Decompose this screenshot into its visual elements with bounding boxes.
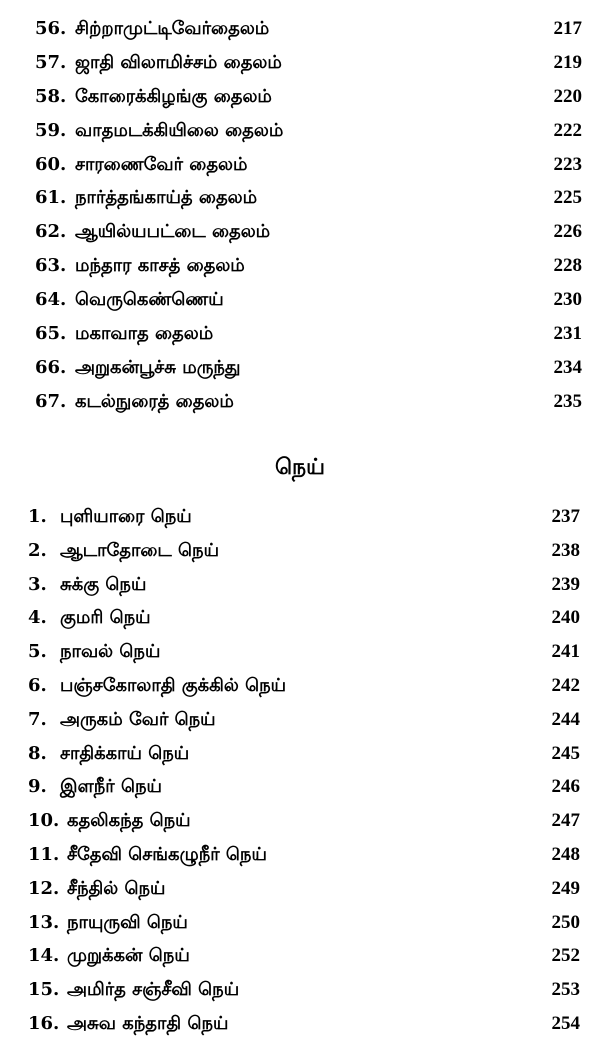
- entry-title: குமரி நெய்: [60, 607, 151, 629]
- contents-entry: [0, 46, 600, 80]
- entry-number: 8.: [28, 742, 47, 764]
- entry-title: முறுக்கன் நெய்: [67, 945, 190, 967]
- contents-entry: [0, 249, 600, 283]
- entry-page-number: 226: [553, 221, 582, 243]
- entry-title: கடல்நுரைத் தைலம்: [75, 390, 234, 412]
- entry-number: 12.: [28, 877, 60, 899]
- entry-title: சிற்றாமுட்டிவேர்தைலம்: [75, 18, 270, 39]
- entry-page-number: 228: [553, 255, 582, 277]
- entry-title: பஞ்சகோலாதி குக்கில் நெய்: [60, 674, 287, 696]
- entry-title: அமிர்த சஞ்சீவி நெய்: [67, 979, 240, 1001]
- contents-entry: [0, 12, 600, 46]
- entry-page-number: 219: [553, 51, 582, 73]
- entry-number: 16.: [28, 1012, 60, 1034]
- entry-title: நாவல் நெய்: [60, 641, 161, 663]
- contents-entry: [0, 283, 600, 317]
- contents-entry: [0, 737, 600, 771]
- entry-title: ஜாதி விலாமிச்சம் தைலம்: [75, 51, 282, 73]
- entry-number: 64.: [35, 289, 67, 311]
- entry-page-number: 239: [551, 573, 580, 595]
- entry-number: 15.: [28, 979, 60, 1001]
- entry-page-number: 217: [553, 18, 582, 39]
- entry-page-number: 248: [551, 843, 580, 865]
- entry-number: 56.: [35, 18, 67, 39]
- entry-title: நாயுருவி நெய்: [67, 911, 188, 933]
- entry-title: அசுவ கந்தாதி நெய்: [67, 1012, 229, 1034]
- entry-number: 1.: [28, 506, 47, 527]
- entry-number: 7.: [28, 708, 47, 730]
- entry-page-number: 238: [551, 539, 580, 561]
- entry-number: 2.: [28, 539, 47, 561]
- entry-title: சாதிக்காய் நெய்: [60, 742, 190, 764]
- contents-entry: [0, 500, 600, 534]
- entry-number: 62.: [35, 221, 67, 243]
- entry-page-number: 231: [553, 323, 582, 345]
- entry-title: மந்தார காசத் தைலம்: [75, 255, 245, 277]
- contents-entry: [0, 635, 600, 669]
- entry-number: 61.: [35, 187, 67, 209]
- section-heading-ney: நெய்: [274, 454, 326, 480]
- entry-number: 9.: [28, 776, 47, 798]
- entry-title: புளியாரை நெய்: [60, 506, 192, 527]
- contents-entry: [0, 939, 600, 973]
- entry-page-number: 237: [551, 506, 580, 527]
- entry-page-number: 222: [553, 119, 582, 141]
- entry-number: 13.: [28, 911, 60, 933]
- entry-page-number: 245: [551, 742, 580, 764]
- entry-title: சீந்தில் நெய்: [67, 877, 166, 899]
- thailam-contents-list: [0, 12, 600, 419]
- entry-page-number: 225: [553, 187, 582, 209]
- entry-number: 3.: [28, 573, 47, 595]
- entry-page-number: 241: [551, 641, 580, 663]
- contents-entry: [0, 317, 600, 351]
- entry-number: 59.: [35, 119, 67, 141]
- contents-entry: [0, 973, 600, 1007]
- contents-entry: [0, 703, 600, 737]
- entry-number: 14.: [28, 945, 60, 967]
- contents-entry: [0, 534, 600, 568]
- entry-page-number: 254: [551, 1012, 580, 1034]
- entry-page-number: 252: [551, 945, 580, 967]
- entry-number: 60.: [35, 153, 67, 175]
- contents-entry: [0, 114, 600, 148]
- entry-title: வெருகெண்ணெய்: [75, 289, 224, 311]
- contents-entry: [0, 215, 600, 249]
- entry-number: 5.: [28, 641, 47, 663]
- entry-title: ஆடாதோடை நெய்: [60, 539, 220, 561]
- entry-page-number: 230: [553, 289, 582, 311]
- entry-page-number: 249: [551, 877, 580, 899]
- contents-entry: [0, 770, 600, 804]
- contents-entry: [0, 351, 600, 385]
- entry-number: 66.: [35, 356, 67, 378]
- contents-entry: [0, 80, 600, 114]
- entry-title: வாதமடக்கியிலை தைலம்: [75, 119, 284, 141]
- entry-page-number: 240: [551, 607, 580, 629]
- entry-title: கோரைக்கிழங்கு தைலம்: [75, 85, 272, 107]
- entry-title: சீதேவி செங்கழுநீர் நெய்: [67, 843, 267, 865]
- entry-page-number: 250: [551, 911, 580, 933]
- contents-entry: [0, 568, 600, 602]
- entry-page-number: 220: [553, 85, 582, 107]
- entry-number: 57.: [35, 51, 67, 73]
- contents-entry: [0, 669, 600, 703]
- entry-number: 6.: [28, 674, 47, 696]
- entry-number: 63.: [35, 255, 67, 277]
- entry-page-number: 246: [551, 776, 580, 798]
- entry-page-number: 234: [553, 356, 582, 378]
- entry-title: அருகம் வேர் நெய்: [60, 708, 216, 730]
- ney-contents-list: [0, 500, 600, 1041]
- contents-entry: [0, 1007, 600, 1041]
- entry-number: 65.: [35, 323, 67, 345]
- entry-title: நார்த்தங்காய்த் தைலம்: [75, 187, 258, 209]
- entry-title: சுக்கு நெய்: [60, 573, 147, 595]
- entry-page-number: 247: [551, 810, 580, 832]
- entry-page-number: 235: [553, 390, 582, 412]
- contents-entry: [0, 804, 600, 838]
- contents-entry: [0, 181, 600, 215]
- entry-page-number: 242: [551, 674, 580, 696]
- entry-number: 4.: [28, 607, 47, 629]
- entry-title: ஆயில்யபட்டை தைலம்: [75, 221, 271, 243]
- entry-number: 67.: [35, 390, 67, 412]
- contents-entry: [0, 148, 600, 182]
- entry-number: 11.: [28, 843, 60, 865]
- entry-number: 58.: [35, 85, 67, 107]
- contents-entry: [0, 385, 600, 419]
- entry-number: 10.: [28, 810, 60, 832]
- entry-title: அறுகன்பூச்சு மருந்து: [75, 356, 241, 378]
- contents-entry: [0, 838, 600, 872]
- entry-title: கதலிகந்த நெய்: [67, 810, 191, 832]
- entry-page-number: 223: [553, 153, 582, 175]
- contents-entry: [0, 906, 600, 940]
- contents-entry: [0, 601, 600, 635]
- contents-entry: [0, 872, 600, 906]
- entry-page-number: 253: [551, 979, 580, 1001]
- entry-page-number: 244: [551, 708, 580, 730]
- entry-title: இளநீர் நெய்: [60, 776, 162, 798]
- entry-title: சாரணைவேர் தைலம்: [75, 153, 248, 175]
- entry-title: மகாவாத தைலம்: [75, 323, 214, 345]
